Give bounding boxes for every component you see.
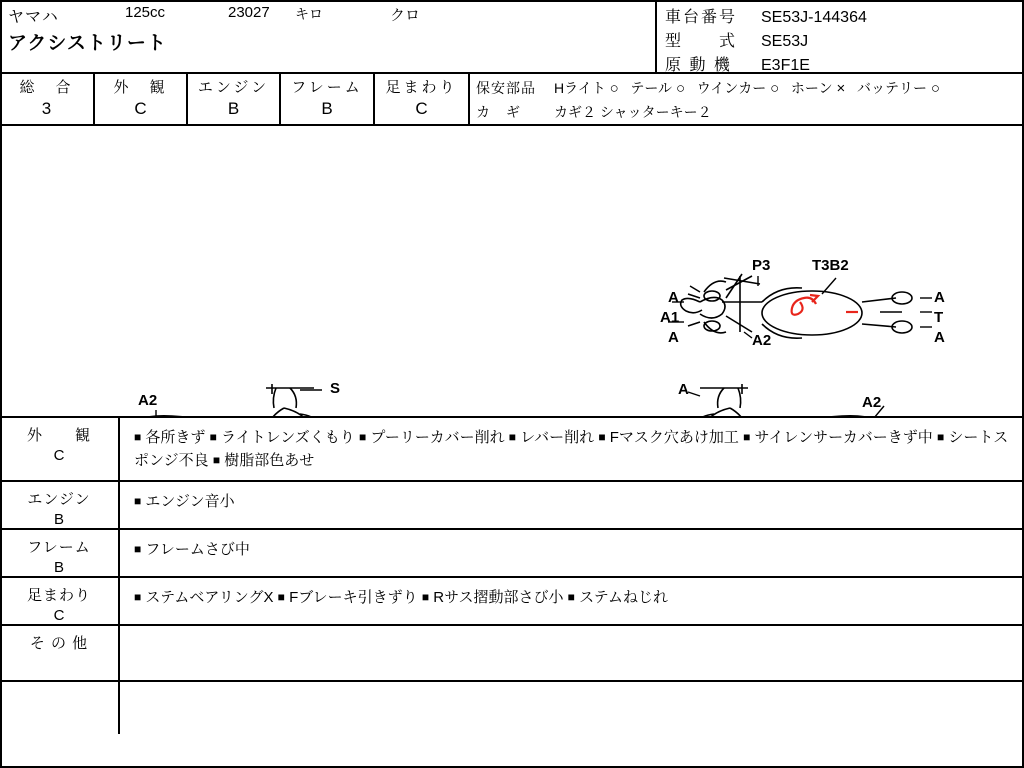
remark-item: ■ Fブレーキ引きずり xyxy=(277,589,418,606)
engine-label: 原 動 機 xyxy=(665,57,732,74)
remark-grade: B xyxy=(53,559,64,576)
keys-value: カギ２ シャッターキー２ xyxy=(554,104,712,120)
safety-item-horn: ホーン × xyxy=(790,80,846,97)
remark-item: ■ レバー削れ xyxy=(508,429,595,446)
remark-head xyxy=(0,578,120,624)
mileage-value: 23027 xyxy=(228,4,270,21)
diagram-label-left-s: S xyxy=(330,380,341,397)
remark-body xyxy=(120,682,1024,734)
safety-item-taillight: テール ○ xyxy=(630,80,686,97)
type-row xyxy=(665,28,808,51)
header-divider xyxy=(655,0,657,72)
keys-row xyxy=(476,102,712,122)
diagram-label-a1: A1 xyxy=(660,309,680,326)
remark-item: ■ ステムねじれ xyxy=(567,589,669,606)
diagram-label-a-top-left2: A xyxy=(668,329,679,346)
diagram-label-t: T xyxy=(934,309,944,326)
remarks-table xyxy=(0,418,1024,734)
remark-label: 外 観 xyxy=(26,427,91,444)
remark-body xyxy=(120,626,1024,680)
remark-label: そ の 他 xyxy=(29,635,89,652)
remark-body xyxy=(120,482,1024,528)
mark: ○ xyxy=(930,80,940,97)
safety-parts-section xyxy=(470,74,1024,124)
frame-number-value: SE53J-144364 xyxy=(761,9,867,26)
diagram-label-right-a2: A2 xyxy=(862,394,882,411)
grade-cell-engine xyxy=(188,74,281,124)
grade-cell-exterior xyxy=(95,74,188,124)
grade-cell-frame xyxy=(281,74,375,124)
diagram-label-p3: P3 xyxy=(752,257,771,274)
grade-cell-total xyxy=(0,74,95,124)
grade-bar xyxy=(0,74,1024,126)
remark-item: ■ エンジン音小 xyxy=(134,493,235,510)
frame-number-row xyxy=(665,4,867,27)
body-color: クロ xyxy=(390,7,421,24)
remark-grade: C xyxy=(53,607,65,624)
remark-grade: B xyxy=(53,511,64,528)
diagram-label-t3b2: T3B2 xyxy=(812,257,849,274)
header-section xyxy=(0,0,1024,74)
maker-name: ヤマハ xyxy=(8,9,59,26)
diagram-drawing xyxy=(0,126,1024,416)
remark-head xyxy=(0,418,120,480)
grade-label: フレーム xyxy=(291,79,363,96)
remark-label: エンジン xyxy=(27,491,91,508)
diagram-label-right-a: A xyxy=(678,381,689,398)
remark-body xyxy=(120,418,1024,480)
grade-cell-suspension xyxy=(375,74,470,124)
mileage-unit: キロ xyxy=(295,6,323,22)
grade-value: C xyxy=(415,99,428,118)
engine-row xyxy=(665,52,810,75)
grade-value: B xyxy=(321,99,333,118)
engine-value: E3F1E xyxy=(761,57,810,74)
mark: ○ xyxy=(675,80,686,97)
mark: × xyxy=(836,80,846,97)
remark-item: ■ ステムベアリングX xyxy=(134,589,274,606)
remark-item: ■ サイレンサーカバーきず中 xyxy=(743,429,933,446)
remark-item: ■ シートスポンジ不良 xyxy=(134,429,1009,470)
remark-item: ■ フレームさび中 xyxy=(134,541,250,558)
remark-row-exterior xyxy=(0,418,1024,482)
safety-item-winker: ウインカー ○ xyxy=(696,80,780,97)
displacement: 125cc xyxy=(125,4,166,21)
remark-head xyxy=(0,530,120,576)
remark-item: ■ プーリーカバー削れ xyxy=(358,429,505,446)
remark-row-engine xyxy=(0,482,1024,530)
remark-item: ■ ライトレンズくもり xyxy=(209,429,355,446)
type-label: 型 式 xyxy=(665,33,738,50)
remark-row-blank xyxy=(0,682,1024,734)
remark-head xyxy=(0,626,120,680)
remark-label: フレーム xyxy=(27,539,91,556)
damage-diagram-section xyxy=(0,126,1024,418)
remark-item: ■ 樹脂部色あせ xyxy=(212,452,315,470)
model-name: アクシストリート xyxy=(8,33,167,54)
remark-item: ■ Rサス摺動部さび小 xyxy=(421,589,564,606)
safety-item-battery: バッテリー ○ xyxy=(856,80,940,97)
remark-row-other xyxy=(0,626,1024,682)
mark: ○ xyxy=(770,80,780,97)
remark-head xyxy=(0,682,120,734)
remark-item: ■ Fマスク穴あけ加工 xyxy=(598,429,739,446)
type-value: SE53J xyxy=(761,33,809,50)
grade-label: 総 合 xyxy=(19,79,74,96)
safety-item-headlight: Hライト ○ xyxy=(554,80,619,97)
keys-label: カ ギ xyxy=(476,104,521,120)
remark-head xyxy=(0,482,120,528)
diagram-label-a-top-left: A xyxy=(668,289,679,306)
grade-value: 3 xyxy=(41,99,52,118)
diagram-label-a-top-right2: A xyxy=(934,329,945,346)
grade-value: B xyxy=(227,99,240,118)
frame-number-label: 車台番号 xyxy=(665,9,738,26)
safety-parts-row xyxy=(476,78,940,98)
grade-label: 足まわり xyxy=(385,79,458,96)
diagram-label-a2-top: A2 xyxy=(752,332,772,349)
remark-body xyxy=(120,578,1024,624)
safety-parts-label: 保安部品 xyxy=(476,80,536,96)
grade-label: 外 観 xyxy=(113,79,168,96)
grade-value: C xyxy=(134,99,147,118)
diagram-label-a-top-right: A xyxy=(934,289,945,306)
remark-item: ■ 各所きず xyxy=(134,429,206,446)
remark-grade: C xyxy=(53,447,65,464)
diagram-label-left-a2: A2 xyxy=(138,392,158,409)
remark-row-suspension xyxy=(0,578,1024,626)
remark-label: 足まわり xyxy=(26,587,91,604)
mark: ○ xyxy=(609,80,619,97)
grade-label: エンジン xyxy=(197,79,270,96)
remark-row-frame xyxy=(0,530,1024,578)
remark-body xyxy=(120,530,1024,576)
